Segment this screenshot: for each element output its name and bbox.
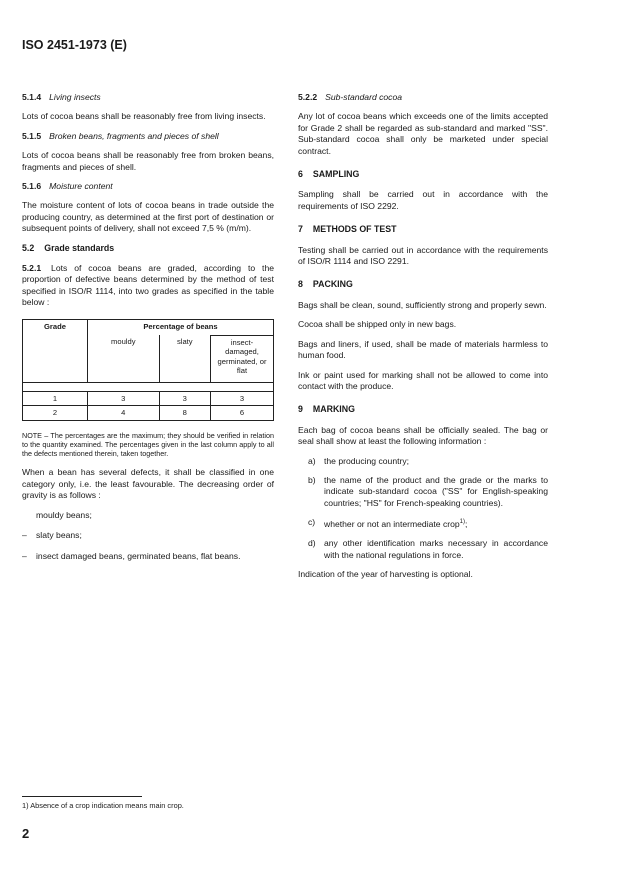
section-9-heading: [298, 404, 548, 415]
footnote-rule: [22, 796, 142, 797]
document-code: ISO 2451-1973 (E): [22, 38, 127, 52]
clause-title: Moisture content: [49, 181, 113, 192]
list-item: [22, 551, 274, 562]
list-text: mouldy beans;: [36, 509, 92, 520]
list-item: [308, 456, 548, 467]
slaty-cell: 3: [159, 391, 210, 406]
grade-table: [22, 319, 274, 421]
section-title: SAMPLING: [312, 169, 360, 180]
clause-5-1-5-text: Lots of cocoa beans shall be reasonably free from broken beans, fragments and pieces of shell.: [22, 150, 274, 172]
slaty-header: slaty: [159, 335, 210, 382]
clause-number: 5.1.6: [22, 181, 42, 192]
section-title: PACKING: [312, 279, 353, 290]
clause-number: 5.2.2: [298, 92, 318, 102]
footnote-ref: 1): [459, 519, 466, 526]
percentage-header: Percentage of beans: [88, 319, 274, 335]
section-7-heading: [298, 224, 548, 235]
clause-5-2-heading: [22, 243, 274, 254]
section-title: METHODS OF TEST: [312, 224, 397, 235]
list-text-body: whether or not an intermediate crop: [324, 519, 460, 530]
section-8-heading: [298, 279, 548, 290]
clause-number: 5.1.5: [22, 130, 42, 141]
list-item: [22, 510, 274, 521]
packing-paragraph: Bags shall be clean, sound, sufficiently strong and properly sewn.: [298, 299, 547, 310]
slaty-cell: 8: [159, 406, 210, 421]
clause-title: Broken beans, fragments and pieces of shell: [49, 130, 219, 141]
table-note: NOTE – The percentages are the maximum; they should be verified in relation to the quantity examined. The percentages given in the last column apply to all the defects mentioned therein, taken together.: [22, 430, 274, 459]
grade-header: Grade: [23, 319, 88, 382]
clause-title: Grade standards: [44, 242, 115, 253]
clause-5-1-5-heading: [22, 131, 274, 142]
table-row: [23, 406, 274, 421]
table-spacer: [23, 382, 274, 391]
clause-5-2-2-text: Any lot of cocoa beans which exceeds one of the limits accepted for Grade 2 shall be regarded as sub-standard and marked "SS". Sub-standard cocoa shall only be marketed under special contract.: [298, 111, 548, 156]
section-6-heading: [298, 169, 548, 180]
list-text: the producing country;: [324, 455, 410, 466]
packing-paragraph: Bags and liners, if used, shall be made of materials harmless to human food.: [298, 338, 548, 361]
list-text: insect damaged beans, germinated beans, flat beans.: [36, 550, 241, 561]
grade-cell: 2: [23, 406, 88, 421]
section-6-text: Sampling shall be carried out in accordance with the requirements of ISO 2292.: [298, 189, 548, 211]
clause-5-1-6-heading: [22, 181, 274, 192]
table-row: [23, 391, 274, 406]
list-text: slaty beans;: [36, 530, 82, 541]
marking-intro: Each bag of cocoa beans shall be officially sealed. The bag or seal shall show at least the following information :: [298, 424, 548, 447]
list-text: the name of the product and the grade or the marks to indicate sub-standard cocoa ("SS" for English-speaking countries; "HS" for French-speaking countries).: [324, 474, 548, 508]
list-text-end: ;: [465, 519, 468, 530]
list-label: b): [308, 474, 316, 485]
page-number: 2: [22, 826, 30, 841]
section-number: 8: [298, 279, 303, 290]
clause-5-1-6-text: The moisture content of lots of cocoa beans in trade outside the producing country, as determined at the first port of destination or subsequent points of delivery, shall not exceed 7,5 % (m/m).: [22, 200, 274, 234]
clause-5-2-2-heading: [298, 92, 548, 103]
clause-number: 5.1.4: [22, 92, 42, 102]
clause-5-1-4-heading: [22, 92, 274, 103]
list-item: [308, 517, 548, 530]
section-number: 9: [298, 404, 303, 415]
clause-body: Lots of cocoa beans are graded, according to the proportion of defective beans determined by the method of test specified in ISO/R 1114, into two grades as specified in the table below :: [22, 263, 275, 308]
right-column: [298, 92, 548, 589]
left-column: [22, 92, 274, 571]
insect-header: insect-damaged, germinated, or flat: [211, 335, 274, 382]
clause-5-2-1-text: [22, 263, 274, 309]
section-number: 7: [298, 224, 303, 235]
insect-cell: 3: [211, 391, 274, 406]
grade-cell: 1: [23, 391, 88, 406]
clause-number: 5.2: [22, 242, 35, 253]
list-dash: –: [22, 550, 27, 561]
list-label: c): [308, 517, 316, 528]
insect-cell: 6: [211, 406, 274, 421]
list-label: d): [308, 538, 316, 549]
mouldy-cell: 3: [88, 391, 160, 406]
list-item: [308, 538, 548, 561]
marking-list: [298, 456, 548, 562]
section-7-text: Testing shall be carried out in accordance with the requirements of ISO/R 1114 and ISO 2291.: [298, 244, 548, 267]
clause-title: Sub-standard cocoa: [325, 92, 403, 102]
gravity-list: [22, 510, 274, 562]
section-number: 6: [298, 169, 303, 180]
clause-title: Living insects: [49, 92, 101, 102]
list-label: a): [308, 455, 316, 466]
packing-paragraph: Cocoa shall be shipped only in new bags.: [298, 319, 457, 330]
list-text: any other identification marks necessary in accordance with the national regulations in force.: [324, 538, 548, 560]
section-title: MARKING: [312, 404, 355, 415]
list-text: [324, 517, 548, 530]
clause-5-1-4-text: Lots of cocoa beans shall be reasonably free from living insects.: [22, 111, 266, 122]
packing-paragraph: Ink or paint used for marking shall not be allowed to come into contact with the produce.: [298, 369, 548, 391]
mouldy-header: mouldy: [88, 335, 160, 382]
clause-number: 5.2.1: [22, 263, 42, 274]
list-item: [308, 475, 548, 509]
several-defects-text: When a bean has several defects, it shall be classified in one category only, i.e. the least favourable. The decreasing order of gravity is as follows :: [22, 467, 274, 501]
mouldy-cell: 4: [88, 406, 160, 421]
list-dash: –: [22, 530, 27, 541]
list-dash: [22, 510, 36, 521]
list-item: [22, 530, 274, 541]
footnote: 1) Absence of a crop indication means main crop.: [22, 801, 184, 810]
marking-outro: Indication of the year of harvesting is optional.: [298, 569, 473, 580]
